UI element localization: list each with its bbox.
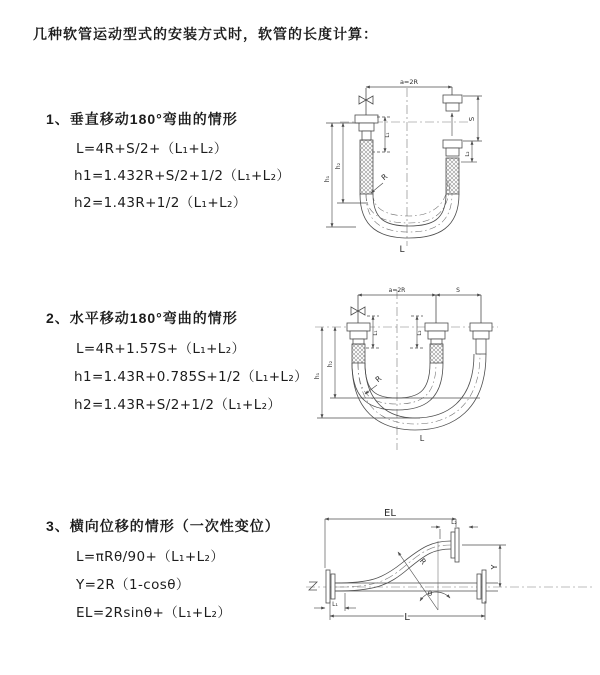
hose-curves bbox=[360, 180, 459, 238]
section-3-formula-Y: Y=2R（1-cosθ） bbox=[76, 577, 190, 593]
diagram-horizontal-180 bbox=[310, 282, 600, 460]
hose-curves bbox=[317, 354, 486, 430]
dim-label-r: R bbox=[379, 171, 390, 183]
dim-label-h1: h₁ bbox=[314, 372, 321, 380]
displaced-flange bbox=[451, 528, 459, 562]
break-mark bbox=[309, 582, 317, 590]
dim-label-s: S bbox=[468, 116, 476, 122]
dim-label-r: R bbox=[417, 556, 429, 567]
section-3-formula-L: L=πRθ/90+（L₁+L₂） bbox=[76, 549, 225, 565]
section-1-heading: 1、垂直移动180°弯曲的情形 bbox=[46, 111, 238, 127]
left-pipe bbox=[355, 88, 378, 194]
right-flange bbox=[477, 570, 498, 603]
dim-label-l2: L₂ bbox=[451, 519, 457, 526]
dim-label-h2: h₂ bbox=[327, 360, 334, 368]
dim-label-theta: θ bbox=[427, 590, 433, 598]
section-1-formula-h2: h2=1.43R+1/2（L₁+L₂） bbox=[74, 195, 247, 211]
section-2-formula-L: L=4R+1.57S+（L₁+L₂） bbox=[76, 341, 246, 357]
diagram-lateral-displacement bbox=[300, 505, 600, 665]
section-2-formula-h1: h1=1.43R+0.785S+1/2（L₁+L₂） bbox=[74, 369, 309, 385]
section-1-formula-L: L=4R+S/2+（L₁+L₂） bbox=[76, 141, 228, 157]
left-flange bbox=[326, 570, 335, 603]
page-title: 几种软管运动型式的安装方式时，软管的长度计算： bbox=[33, 26, 378, 42]
section-3-formula-EL: EL=2Rsinθ+（L₁+L₂） bbox=[76, 605, 232, 621]
diagram-vertical-180 bbox=[310, 76, 560, 260]
flange bbox=[470, 323, 492, 331]
dim-label-s: S bbox=[456, 287, 460, 294]
dim-label-h2: h₂ bbox=[335, 162, 342, 170]
braid-section bbox=[360, 140, 373, 194]
braid-section bbox=[430, 344, 443, 363]
right-pipe bbox=[443, 87, 462, 194]
flange bbox=[425, 323, 448, 331]
section-1-formula-h1: h1=1.432R+S/2+1/2（L₁+L₂） bbox=[74, 168, 291, 184]
dim-label-l: L bbox=[404, 612, 410, 623]
dim-label-l2: L₂ bbox=[417, 330, 423, 336]
dim-label-y: Y bbox=[490, 564, 499, 570]
centerlines bbox=[315, 290, 498, 450]
dim-label-el: EL bbox=[384, 508, 396, 519]
angle-arc bbox=[420, 592, 450, 601]
dim-label-a2r: a=2R bbox=[399, 78, 419, 86]
curved-hose bbox=[335, 541, 451, 591]
braid-section bbox=[352, 344, 365, 363]
dim-label-l: L bbox=[399, 245, 405, 255]
section-2-heading: 2、水平移动180°弯曲的情形 bbox=[46, 310, 238, 326]
left-pipe bbox=[347, 295, 370, 363]
section-2-formula-h2: h2=1.43R+S/2+1/2（L₁+L₂） bbox=[74, 397, 282, 413]
dim-label-l1: L₁ bbox=[373, 330, 379, 336]
dim-label-h1: h₁ bbox=[324, 175, 331, 183]
flange bbox=[347, 323, 370, 331]
dimension-lines bbox=[314, 508, 506, 623]
right-pipe bbox=[470, 295, 492, 354]
flange bbox=[355, 115, 378, 123]
braid-section bbox=[446, 158, 459, 194]
middle-pipe bbox=[425, 295, 448, 363]
dim-label-a2r: a=2R bbox=[388, 287, 406, 294]
dim-label-r: R bbox=[373, 373, 384, 385]
dim-label-l1: L₁ bbox=[385, 132, 391, 138]
dim-label-l2: L₂ bbox=[465, 151, 471, 157]
dim-label-l: L bbox=[419, 434, 425, 443]
flange bbox=[443, 95, 462, 103]
dim-label-l1: L₁ bbox=[332, 601, 338, 608]
section-3-heading: 3、横向位移的情形（一次性变位） bbox=[46, 518, 280, 534]
